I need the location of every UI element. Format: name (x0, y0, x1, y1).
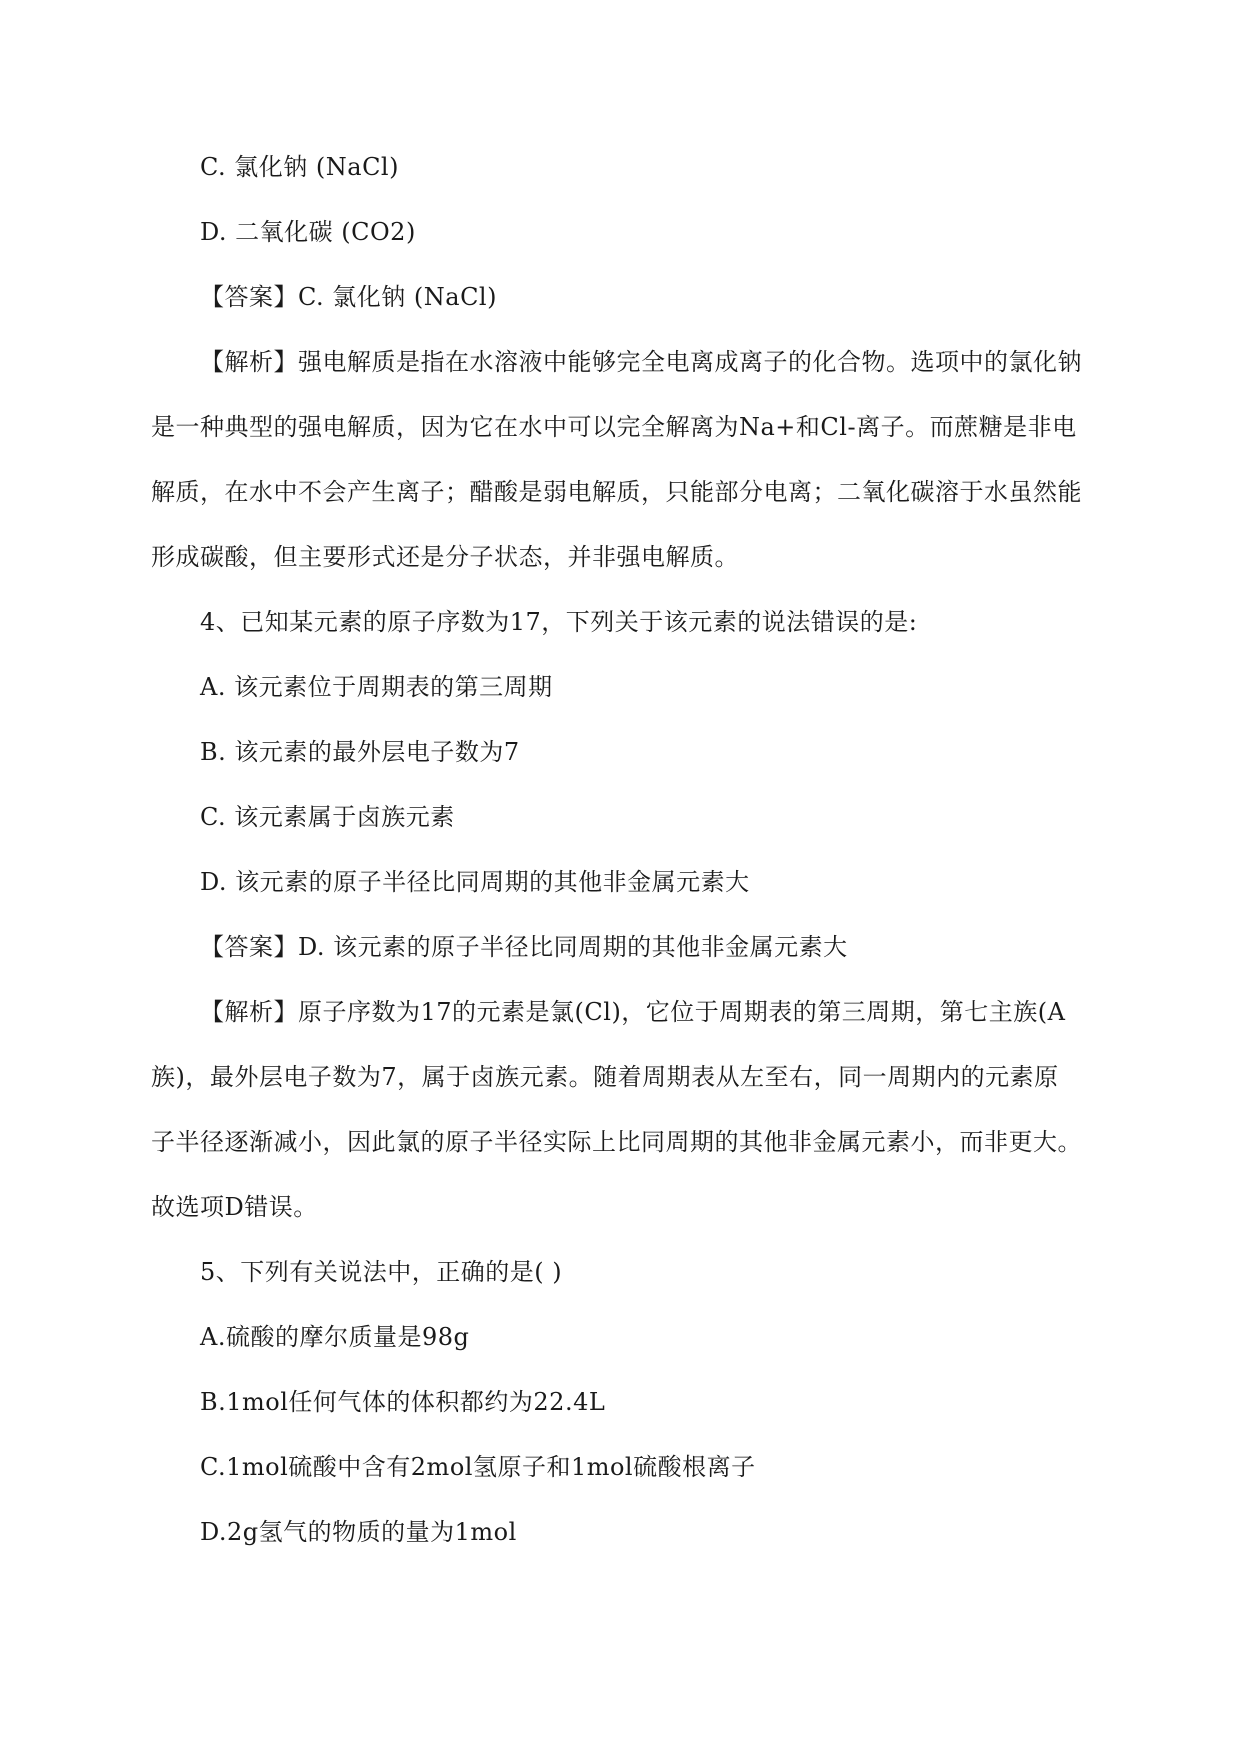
q4-analysis-line: 【解析】原子序数为17的元素是氯(Cl)，它位于周期表的第三周期，第七主族(A (200, 998, 1066, 1026)
q5-stem: 5、下列有关说法中，正确的是( ) (200, 1258, 563, 1286)
q3-answer: 【答案】C. 氯化钠 (NaCl) (200, 283, 497, 311)
q3-analysis-line: 是一种典型的强电解质，因为它在水中可以完全解离为Na+和Cl-离子。而蔗糖是非电 (151, 413, 1077, 441)
q5-option-b: B.1mol任何气体的体积都约为22.4L (200, 1388, 606, 1416)
q4-analysis-line: 族)，最外层电子数为7，属于卤族元素。随着周期表从左至右，同一周期内的元素原 (151, 1063, 1059, 1091)
q4-analysis-line: 子半径逐渐减小，因此氯的原子半径实际上比同周期的其他非金属元素小，而非更大。 (151, 1128, 1082, 1156)
q3-analysis-line: 【解析】强电解质是指在水溶液中能够完全电离成离子的化合物。选项中的氯化钠 (200, 348, 1082, 376)
q4-option-a: A. 该元素位于周期表的第三周期 (200, 673, 553, 701)
q5-option-c: C.1mol硫酸中含有2mol氢原子和1mol硫酸根离子 (200, 1453, 756, 1481)
q4-option-d: D. 该元素的原子半径比同周期的其他非金属元素大 (200, 868, 750, 896)
q3-option-d: D. 二氧化碳 (CO2) (200, 218, 416, 246)
q3-option-c: C. 氯化钠 (NaCl) (200, 153, 399, 181)
q5-option-a: A.硫酸的摩尔质量是98g (200, 1323, 470, 1351)
q3-analysis-line: 解质，在水中不会产生离子；醋酸是弱电解质，只能部分电离；二氧化碳溶于水虽然能 (151, 478, 1082, 506)
q4-option-b: B. 该元素的最外层电子数为7 (200, 738, 520, 766)
q3-analysis-line: 形成碳酸，但主要形式还是分子状态，并非强电解质。 (151, 543, 739, 571)
q4-stem: 4、已知某元素的原子序数为17，下列关于该元素的说法错误的是: (200, 608, 918, 636)
q4-answer: 【答案】D. 该元素的原子半径比同周期的其他非金属元素大 (200, 933, 848, 961)
q4-analysis-line: 故选项D错误。 (151, 1193, 318, 1221)
q5-option-d: D.2g氢气的物质的量为1mol (200, 1518, 517, 1546)
q4-option-c: C. 该元素属于卤族元素 (200, 803, 455, 831)
